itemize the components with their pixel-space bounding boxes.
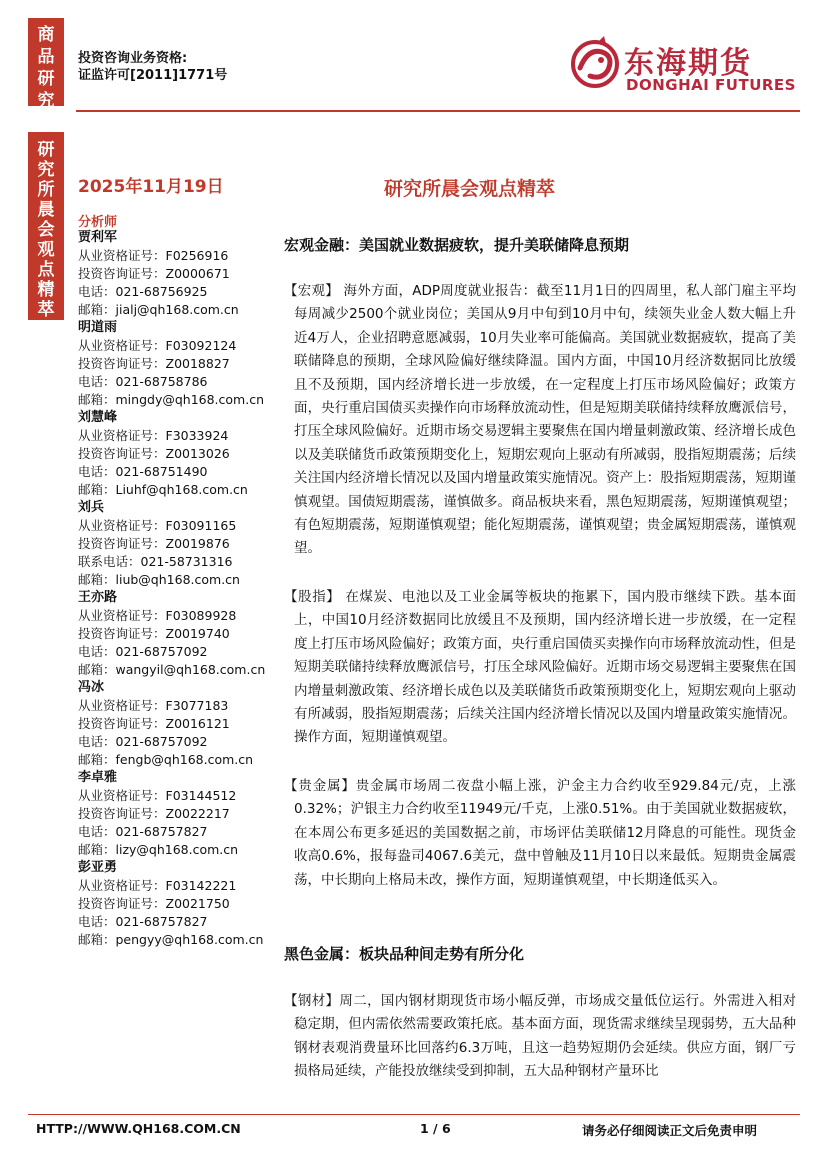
sidebar-char: 研 xyxy=(37,140,55,160)
analyst-detail: 从业资格证号：F3077183 xyxy=(78,698,229,713)
dragon-logo-icon xyxy=(568,34,622,94)
analyst-name: 冯冰 xyxy=(78,680,105,695)
analyst-detail: 从业资格证号：F3033924 xyxy=(78,428,229,443)
analyst-name: 彭亚勇 xyxy=(78,860,118,875)
paragraph-macro xyxy=(284,280,796,561)
sidebar-report-series xyxy=(28,132,64,320)
footer-divider xyxy=(28,1114,800,1115)
analyst-card xyxy=(78,499,278,589)
sidebar-char: 究 xyxy=(37,91,55,111)
text-precious-metals: 贵金属市场周二夜盘小幅上涨，沪金主力合约收至929.84元/克，上涨0.32%；沪银主力合约收至11949元/千克，上涨0.51%。由于美国就业数据疲软，在本周公布更多延迟的美国数据之前，市场评估美联储12月降息的可能性。现货金收高0.6%，报每盎司4067.6美元，盘中曾触及11月10日以来最低。短期贵金属震荡，中长期向上格局未改，操作方面，短期谨慎观望，中长期逢低买入。 xyxy=(294,778,796,888)
footer-disclaimer: 请务必仔细阅读正文后免责申明 xyxy=(582,1123,758,1138)
analyst-email: 邮箱：pengyy@qh168.com.cn xyxy=(78,932,264,947)
analyst-detail: 电话：021-68757827 xyxy=(78,914,208,929)
text-steel: 周二，国内钢材期现货市场小幅反弹，市场成交量低位运行。外需进入相对稳定期，但内需依然需要政策托底。基本面方面，现货需求继续呈现弱势，五大品种钢材表观消费量环比回落约6.3万吨，且这一趋势短期仍会延续。供应方面，钢厂亏损格局延续，产能投放继续受到抑制，五大品种钢材产量环比 xyxy=(294,993,797,1080)
logo-chinese-name: 东海期货 xyxy=(624,46,752,81)
analyst-name: 刘兵 xyxy=(78,500,105,515)
analyst-detail: 投资咨询证号：Z0000671 xyxy=(78,266,230,281)
qualification-line1: 投资咨询业务资格: xyxy=(78,51,188,66)
analyst-name: 王亦路 xyxy=(78,590,118,605)
analyst-card xyxy=(78,679,278,769)
tag-precious-metals: 【贵金属】 xyxy=(284,778,356,794)
sidebar-char: 点 xyxy=(37,260,55,280)
analyst-card xyxy=(78,859,278,949)
paragraph-steel xyxy=(284,990,796,1084)
analyst-list xyxy=(78,229,278,949)
footer-page-number: 1 / 6 xyxy=(420,1121,451,1136)
sidebar-char: 商 xyxy=(37,25,55,45)
analyst-detail: 从业资格证号：F0256916 xyxy=(78,248,229,263)
text-macro: 海外方面，ADP周度就业报告：截至11月1日的四周里，私人部门雇主平均每周减少2500个就业岗位；美国从9月中旬到10月中旬，续领失业金人数大幅上升近4万人，企业招聘意愿减弱，10月失业率可能偏高。美国就业数据疲软，提高了美联储降息的预期，全球风险偏好继续降温。国内方面，中国10月经济数据同比放缓且不及预期，国内经济增长进一步放缓，在一定程度上打压市场风险偏好；政策方面，央行重启国债买卖操作向市场释放流动性，但是短期美联储持续释放鹰派信号，打压全球风险偏好。近期市场交易逻辑主要聚焦在国内增量刺激政策、经济增长成色以及美联储货币政策预期变化上，短期宏观向上驱动有所减弱，股指短期震荡；后续关注国内经济增长情况以及国内增量政策实施情况。资产上：股指短期震荡，短期谨慎观望。国债短期震荡，谨慎做多。商品板块来看，黑色短期震荡，短期谨慎观望；有色短期震荡，短期谨慎观望；能化短期震荡，谨慎观望；贵金属短期震荡，谨慎观望。 xyxy=(294,283,796,557)
tag-steel: 【钢材】 xyxy=(284,993,340,1009)
header-divider xyxy=(76,110,800,112)
footer-website-link[interactable]: HTTP://WWW.QH168.COM.CN xyxy=(36,1121,241,1136)
paragraph-stock-index xyxy=(284,586,796,750)
analyst-email: 邮箱：lizy@qh168.com.cn xyxy=(78,842,239,857)
analyst-detail: 电话：021-68757092 xyxy=(78,644,208,659)
sidebar-char: 研 xyxy=(37,69,55,89)
analyst-detail: 投资咨询证号：Z0019876 xyxy=(78,536,230,551)
analyst-name: 刘慧峰 xyxy=(78,410,118,425)
sidebar-char: 品 xyxy=(37,47,55,67)
analyst-detail: 联系电话：021-58731316 xyxy=(78,554,233,569)
analyst-detail: 从业资格证号：F03142221 xyxy=(78,878,237,893)
analyst-detail: 投资咨询证号：Z0013026 xyxy=(78,446,230,461)
logo-english-name: DONGHAI FUTURES xyxy=(626,76,796,94)
analyst-detail: 投资咨询证号：Z0019740 xyxy=(78,626,230,641)
tag-stock-index: 【股指】 xyxy=(284,589,341,605)
sidebar-char: 会 xyxy=(37,220,55,240)
analyst-email: 邮箱：liub@qh168.com.cn xyxy=(78,572,240,587)
sidebar-char: 观 xyxy=(37,240,55,260)
analyst-detail: 投资咨询证号：Z0021750 xyxy=(78,896,230,911)
sidebar-char: 晨 xyxy=(37,200,55,220)
analyst-email: 邮箱：fengb@qh168.com.cn xyxy=(78,752,254,767)
analyst-detail: 电话：021-68751490 xyxy=(78,464,208,479)
analyst-detail: 电话：021-68757827 xyxy=(78,824,208,839)
analyst-detail: 电话：021-68757092 xyxy=(78,734,208,749)
analyst-detail: 电话：021-68758786 xyxy=(78,374,208,389)
analyst-email: 邮箱：jialj@qh168.com.cn xyxy=(78,302,239,317)
section-title-macro: 宏观金融：美国就业数据疲软，提升美联储降息预期 xyxy=(284,236,630,254)
analyst-detail: 电话：021-68756925 xyxy=(78,284,208,299)
analyst-card xyxy=(78,319,278,409)
analyst-detail: 从业资格证号：F03091165 xyxy=(78,518,237,533)
report-date: 2025年11月19日 xyxy=(78,177,224,197)
sidebar-char: 究 xyxy=(37,160,55,180)
tag-macro: 【宏观】 xyxy=(284,283,339,299)
section-title-ferrous: 黑色金属：板块品种间走势有所分化 xyxy=(284,945,525,963)
sidebar-char: 精 xyxy=(37,280,55,300)
paragraph-precious-metals xyxy=(284,775,796,892)
analyst-card xyxy=(78,769,278,859)
analyst-card xyxy=(78,229,278,319)
sidebar-char: 所 xyxy=(37,180,55,200)
analyst-name: 明道雨 xyxy=(78,320,118,335)
analyst-email: 邮箱：Liuhf@qh168.com.cn xyxy=(78,482,248,497)
qualification-info xyxy=(78,50,227,84)
analyst-card xyxy=(78,589,278,679)
analyst-detail: 从业资格证号：F03144512 xyxy=(78,788,237,803)
analyst-detail: 投资咨询证号：Z0022217 xyxy=(78,806,230,821)
company-logo xyxy=(568,34,800,96)
report-title: 研究所晨会观点精萃 xyxy=(384,178,556,200)
sidebar-commodity-research xyxy=(28,18,64,111)
analyst-name: 李卓雅 xyxy=(78,770,118,785)
analyst-heading: 分析师 xyxy=(78,215,118,230)
analyst-card xyxy=(78,409,278,499)
analyst-name: 贾利军 xyxy=(78,230,118,245)
analyst-detail: 投资咨询证号：Z0018827 xyxy=(78,356,230,371)
qualification-line2: 证监许可[2011]1771号 xyxy=(78,68,228,83)
text-stock-index: 在煤炭、电池以及工业金属等板块的拖累下，国内股市继续下跌。基本面上，中国10月经济数据同比放缓且不及预期，国内经济增长进一步放缓，在一定程度上打压市场风险偏好；政策方面，央行重启国债买卖操作向市场释放流动性，但是短期美联储持续释放鹰派信号，打压全球风险偏好。近期市场交易逻辑主要聚焦在国内增量刺激政策、经济增长成色以及美联储货币政策预期变化上，短期宏观向上驱动有所减弱，股指短期震荡；后续关注国内经济增长情况以及国内增量政策实施情况。操作方面，短期谨慎观望。 xyxy=(294,589,797,746)
sidebar-char: 萃 xyxy=(37,300,55,320)
analyst-detail: 从业资格证号：F03089928 xyxy=(78,608,237,623)
analyst-email: 邮箱：mingdy@qh168.com.cn xyxy=(78,392,264,407)
analyst-detail: 从业资格证号：F03092124 xyxy=(78,338,237,353)
analyst-email: 邮箱：wangyil@qh168.com.cn xyxy=(78,662,266,677)
analyst-detail: 投资咨询证号：Z0016121 xyxy=(78,716,230,731)
